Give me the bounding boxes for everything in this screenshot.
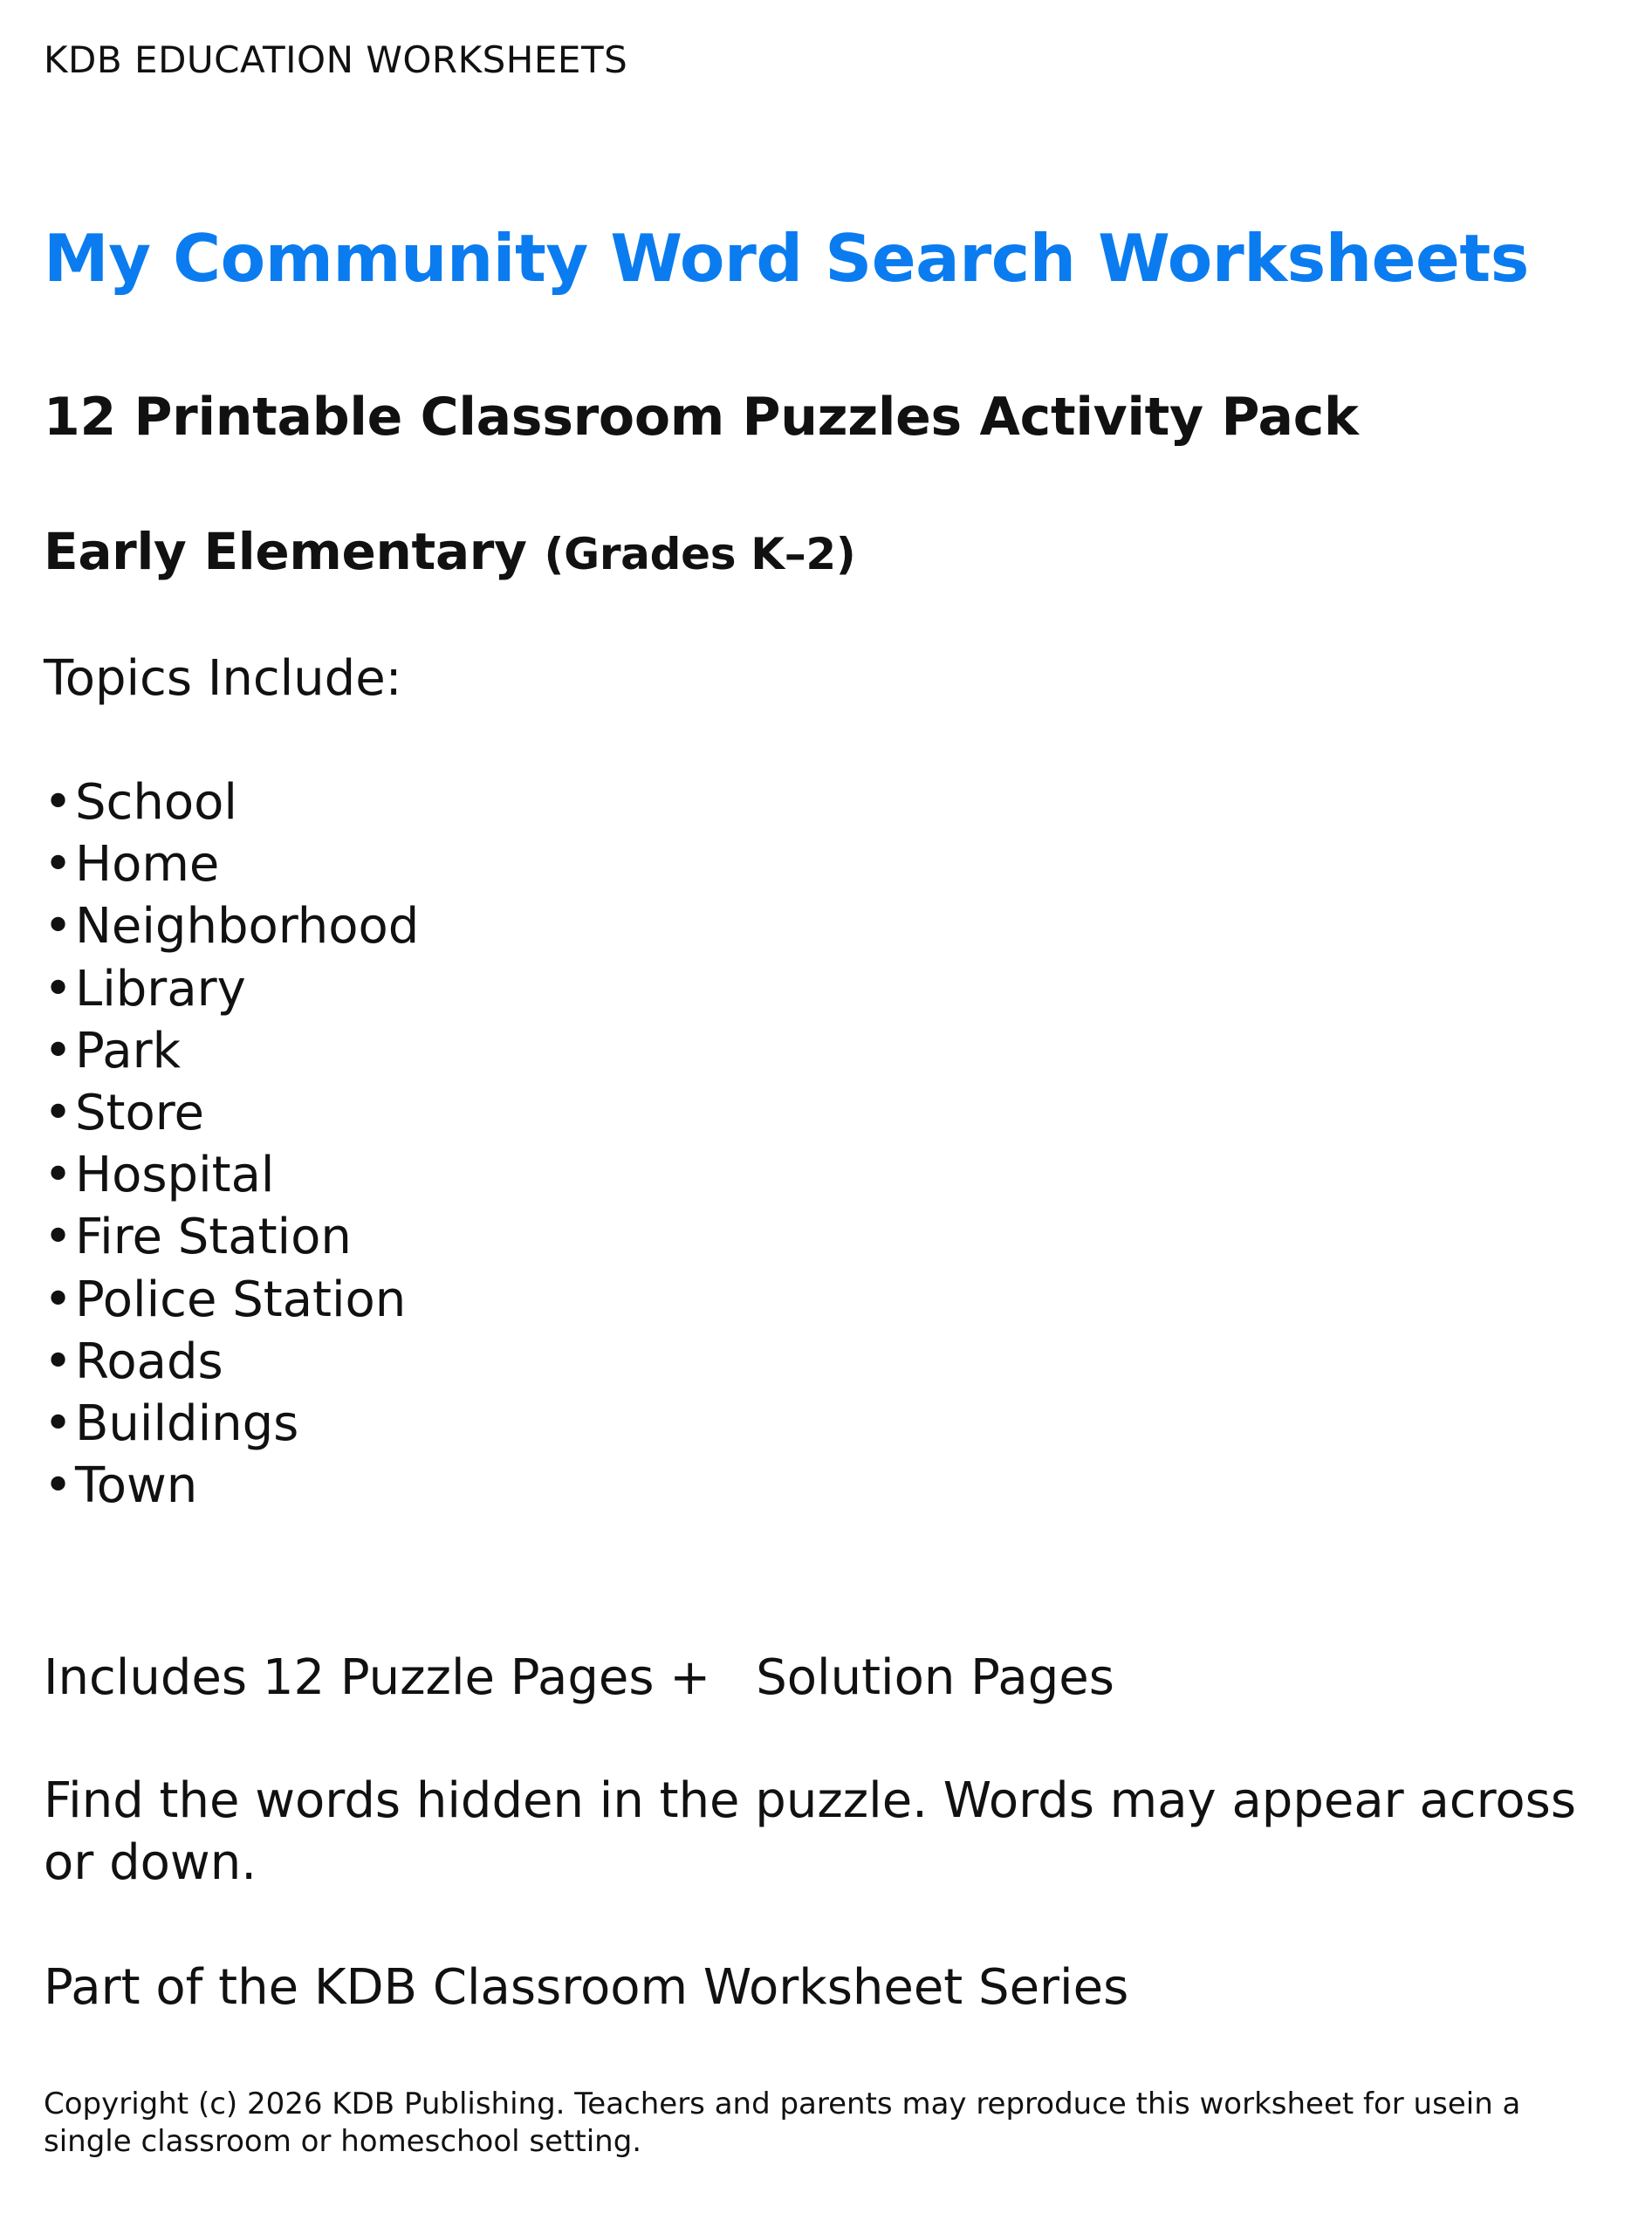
topic-label: Roads [75, 1333, 223, 1390]
bullet-icon: • [44, 774, 73, 831]
grade-level [44, 522, 855, 581]
topic-label: Park [75, 1022, 182, 1079]
topic-label: Library [75, 960, 246, 1018]
topic-label: Fire Station [75, 1209, 352, 1266]
topic-item [44, 1082, 419, 1144]
topic-label: Hospital [75, 1147, 275, 1204]
topic-item [44, 958, 419, 1020]
bullet-icon: • [44, 898, 73, 956]
topic-item [44, 1020, 419, 1082]
topic-item [44, 833, 419, 895]
brand-header: KDB EDUCATION WORKSHEETS [44, 38, 628, 81]
instructions-text: Find the words hidden in the puzzle. Words may appear across or down. [44, 1772, 1576, 1891]
topic-list [44, 771, 419, 1517]
bullet-icon: • [44, 1457, 73, 1515]
topic-label: Buildings [75, 1395, 299, 1452]
topic-item [44, 895, 419, 957]
topic-item [44, 1144, 419, 1206]
bullet-icon: • [44, 960, 73, 1018]
bullet-icon: • [44, 836, 73, 894]
topic-label: School [75, 774, 237, 831]
bullet-icon: • [44, 1084, 73, 1141]
includes-note [44, 1649, 1114, 1706]
includes-puzzle-pages: Includes 12 Puzzle Pages + [44, 1649, 711, 1706]
topics-heading: Topics Include: [44, 650, 402, 707]
topic-label: Police Station [75, 1271, 407, 1328]
series-note: Part of the KDB Classroom Worksheet Series [44, 1959, 1129, 2016]
bullet-icon: • [44, 1147, 73, 1204]
bullet-icon: • [44, 1271, 73, 1328]
bullet-icon: • [44, 1209, 73, 1266]
page-subtitle: 12 Printable Classroom Puzzles Activity Pack [44, 387, 1359, 448]
grade-range: (Grades K–2) [544, 529, 856, 579]
bullet-icon: • [44, 1022, 73, 1079]
topic-item [44, 1269, 419, 1331]
copyright-notice: Copyright (c) 2026 KDB Publishing. Teachers and parents may reproduce this worksheet for usein a single classroom or homeschool setting. [44, 2087, 1521, 2159]
grade-level-name: Early Elementary [44, 522, 527, 581]
includes-solution-pages: Solution Pages [756, 1649, 1114, 1706]
topic-label: Store [75, 1084, 205, 1141]
bullet-icon: • [44, 1333, 73, 1390]
topic-label: Home [75, 836, 220, 894]
topic-item [44, 1455, 419, 1517]
topic-item [44, 1206, 419, 1268]
topic-item [44, 1393, 419, 1455]
topic-item [44, 1331, 419, 1393]
bullet-icon: • [44, 1395, 73, 1452]
page-title: My Community Word Search Worksheets [44, 220, 1529, 297]
topic-label: Town [75, 1457, 198, 1515]
topic-label: Neighborhood [75, 898, 420, 956]
topic-item [44, 771, 419, 833]
